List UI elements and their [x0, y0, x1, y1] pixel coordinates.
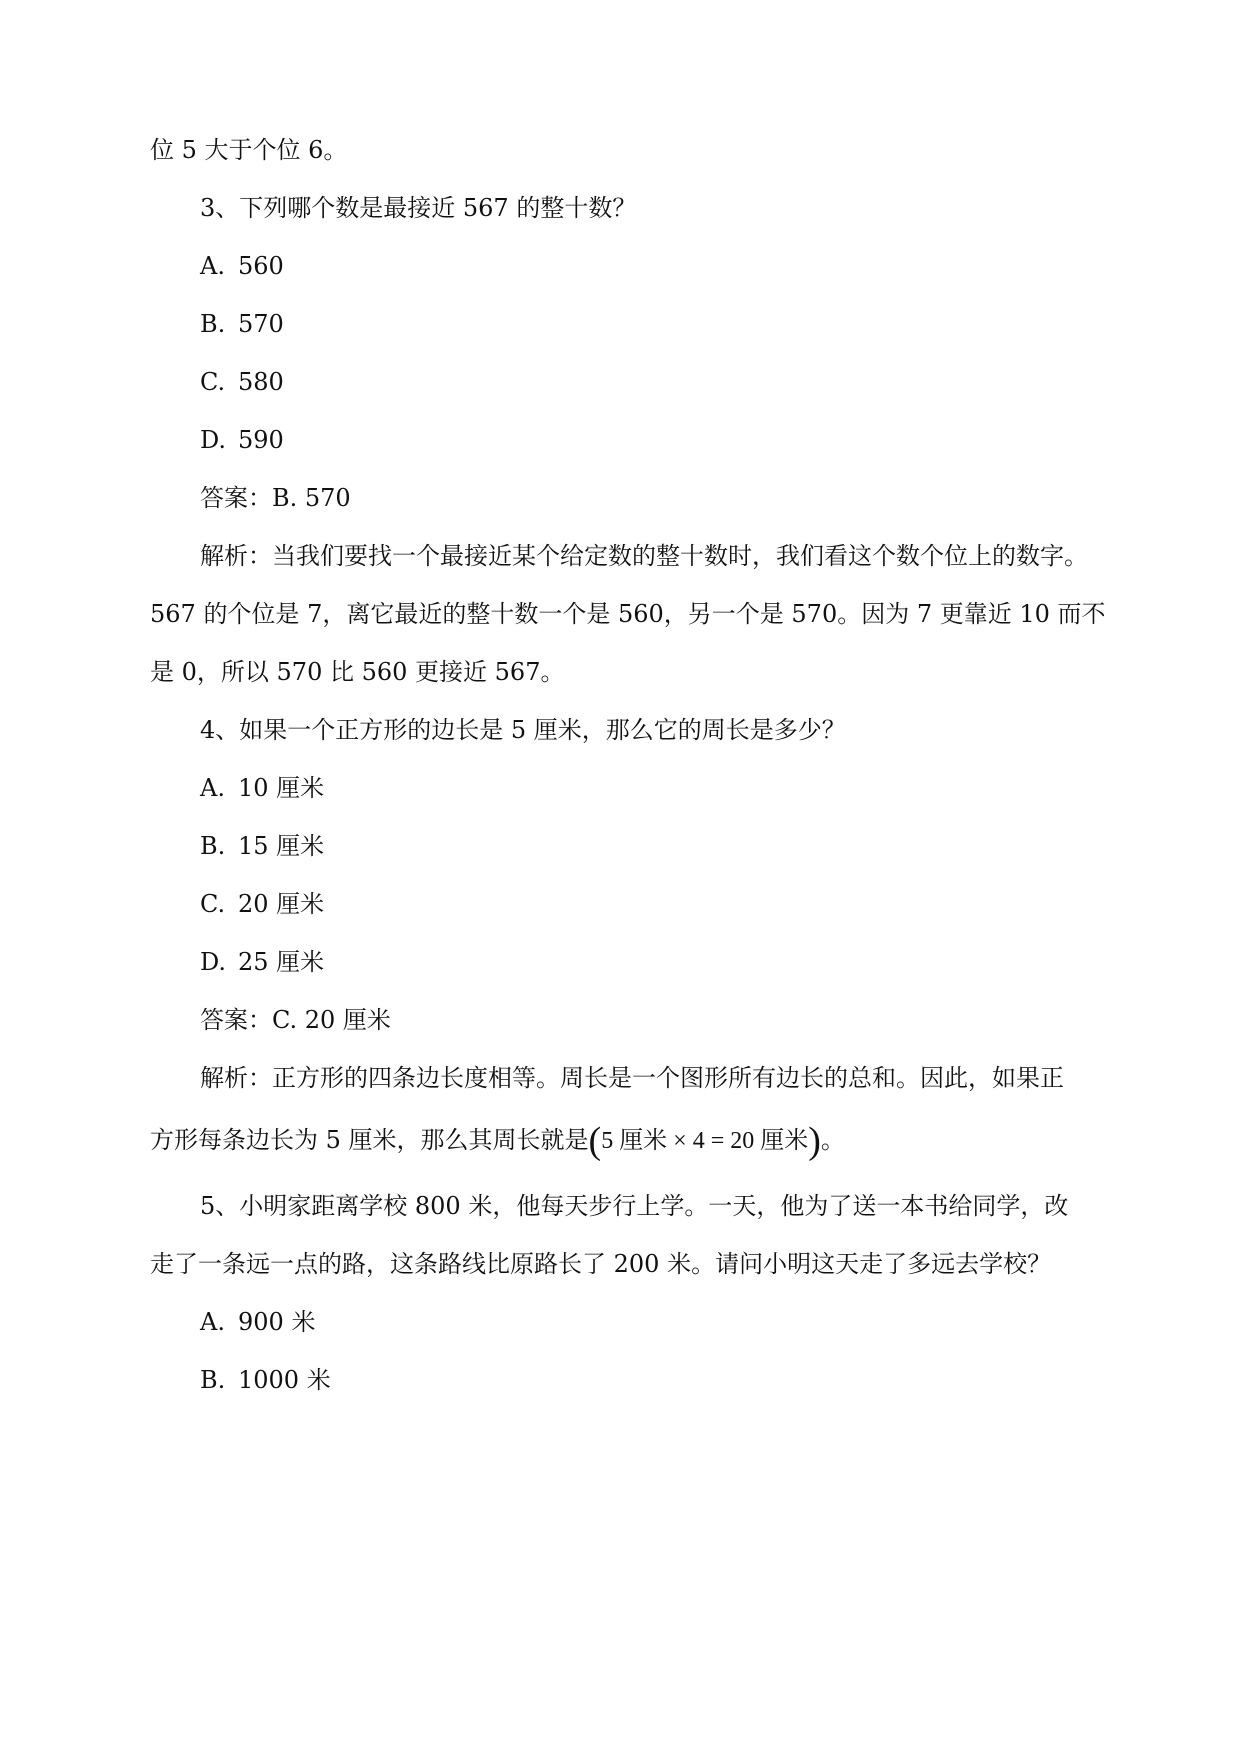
option-text: 15 厘米: [238, 832, 325, 860]
option-text: 20 厘米: [238, 890, 325, 918]
explanation-4-line-2: [150, 1120, 845, 1162]
option-letter: A.: [200, 774, 225, 802]
explanation-4-line-1: 解析：正方形的四条边长度相等。周长是一个图形所有边长的总和。因此，如果正: [200, 1064, 1064, 1092]
option-text: 1000 米: [238, 1366, 331, 1394]
option-c: [200, 366, 284, 398]
option-text: 560: [238, 252, 284, 280]
question-5-line-1: 5、小明家距离学校 800 米，他每天步行上学。一天，他为了送一本书给同学，改: [200, 1192, 1069, 1220]
text-line: 位 5 大于个位 6。: [150, 136, 348, 164]
option-letter: C.: [200, 890, 226, 918]
option-letter: A.: [200, 252, 225, 280]
option-b: [200, 308, 284, 340]
option-d: [200, 946, 324, 978]
option-b: [200, 830, 324, 862]
option-text: 580: [238, 368, 284, 396]
option-letter: B.: [200, 1366, 226, 1394]
option-text: 25 厘米: [238, 948, 325, 976]
option-b: [200, 1364, 331, 1396]
option-letter: A.: [200, 1308, 225, 1336]
explanation-tail: 。: [820, 1126, 845, 1154]
option-letter: B.: [200, 832, 226, 860]
question-4: 4、如果一个正方形的边长是 5 厘米，那么它的周长是多少？: [200, 716, 846, 744]
option-letter: D.: [200, 948, 227, 976]
explanation-text: 方形每条边长为 5 厘米，那么其周长就是: [150, 1126, 589, 1154]
option-a: [200, 250, 284, 282]
option-a: [200, 772, 324, 804]
option-letter: B.: [200, 310, 226, 338]
formula: 5 厘米 × 4 = 20 厘米: [601, 1128, 809, 1154]
question-3: 3、下列哪个数是最接近 567 的整十数？: [200, 194, 637, 222]
option-text: 900 米: [238, 1308, 316, 1336]
formula-close-paren: ): [808, 1120, 821, 1162]
question-5-line-2: 走了一条远一点的路，这条路线比原路长了 200 米。请问小明这天走了多远去学校？: [150, 1250, 1052, 1278]
option-letter: D.: [200, 426, 227, 454]
option-text: 570: [238, 310, 284, 338]
explanation-3-line-2: 567 的个位是 7，离它最近的整十数一个是 560，另一个是 570。因为 7 更靠近 10 而不: [150, 600, 1106, 628]
option-text: 10 厘米: [238, 774, 325, 802]
explanation-3-line-3: 是 0，所以 570 比 560 更接近 567。: [150, 658, 565, 686]
explanation-3-line-1: 解析：当我们要找一个最接近某个给定数的整十数时，我们看这个数个位上的数字。: [200, 542, 1088, 570]
option-a: [200, 1306, 315, 1338]
option-letter: C.: [200, 368, 226, 396]
answer-3: 答案：B. 570: [200, 484, 351, 512]
option-c: [200, 888, 324, 920]
answer-4: 答案：C. 20 厘米: [200, 1006, 391, 1034]
option-text: 590: [238, 426, 284, 454]
option-d: [200, 424, 284, 456]
formula-open-paren: (: [588, 1120, 602, 1162]
